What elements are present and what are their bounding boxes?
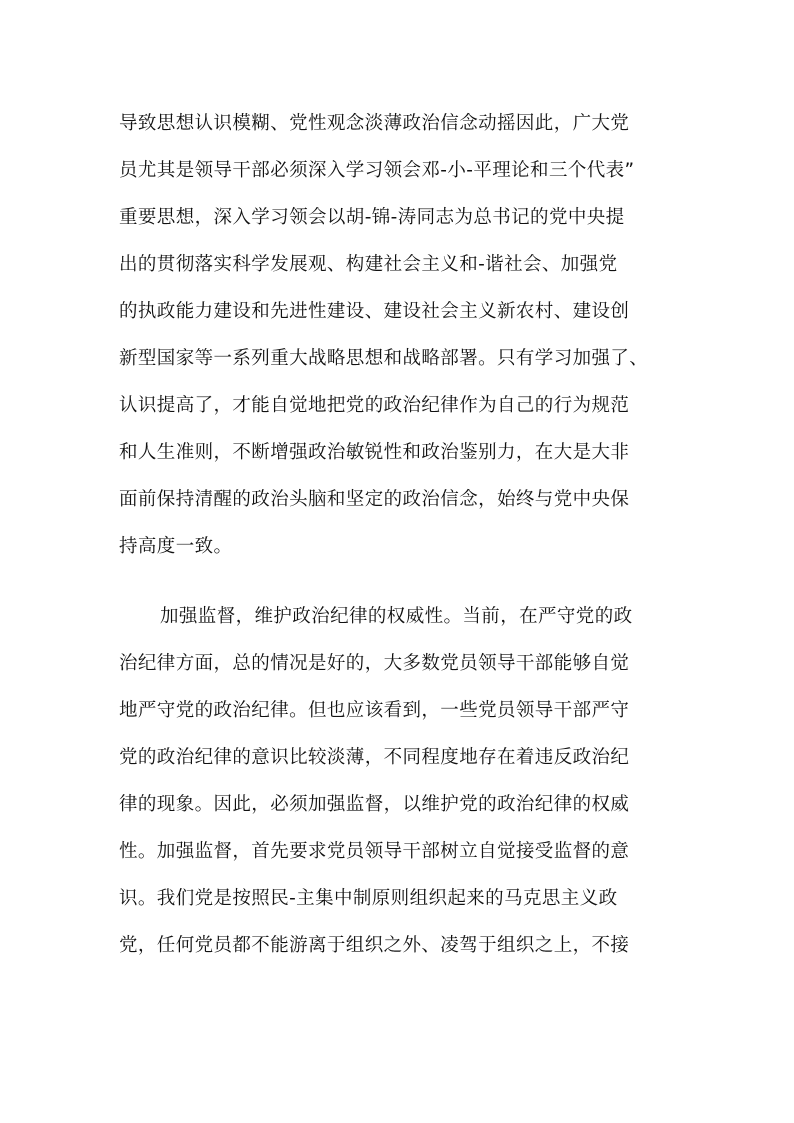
- paragraph-line: 出的贯彻落实科学发展观、构建社会主义和-谐社会、加强党: [119, 254, 618, 275]
- paragraph-line: 重要思想，深入学习领会以胡-锦-涛同志为总书记的党中央提: [119, 207, 625, 228]
- paragraph-line: 识。我们党是按照民-主集中制原则组织起来的马克思主义政: [119, 888, 618, 909]
- paragraph-line: 加强监督，维护政治纪律的权威性。当前，在严守党的政: [160, 606, 633, 627]
- paragraph-line: 面前保持清醒的政治头脑和坚定的政治信念，始终与党中央保: [119, 489, 630, 510]
- paragraph-line: 新型国家等一系列重大战略思想和战略部署。只有学习加强了、: [119, 348, 649, 369]
- paragraph-line: 性。加强监督，首先要求党员领导干部树立自觉接受监督的意: [119, 841, 630, 862]
- paragraph-line: 党，任何党员都不能游离于组织之外、凌驾于组织之上，不接: [119, 935, 630, 956]
- paragraph-line: 员尤其是领导干部必须深入学习领会邓-小-平理论和三个代表”: [119, 160, 635, 181]
- paragraph-line: 地严守党的政治纪律。但也应该看到，一些党员领导干部严守: [119, 700, 630, 721]
- paragraph-line: 党的政治纪律的意识比较淡薄，不同程度地存在着违反政治纪: [119, 747, 630, 768]
- paragraph-line: 律的现象。因此，必须加强监督，以维护党的政治纪律的权威: [119, 794, 630, 815]
- paragraph-line: 认识提高了，才能自觉地把党的政治纪律作为自己的行为规范: [119, 395, 630, 416]
- paragraph-line: 和人生准则，不断增强政治敏锐性和政治鉴别力，在大是大非: [119, 442, 630, 463]
- paragraph-line: 的执政能力建设和先进性建设、建设社会主义新农村、建设创: [119, 301, 630, 322]
- paragraph-line: 导致思想认识模糊、党性观念淡薄政治信念动摇因此，广大党: [119, 113, 630, 134]
- paragraph-line: 持高度一致。: [119, 536, 233, 557]
- paragraph-line: 治纪律方面，总的情况是好的，大多数党员领导干部能够自觉: [119, 653, 630, 674]
